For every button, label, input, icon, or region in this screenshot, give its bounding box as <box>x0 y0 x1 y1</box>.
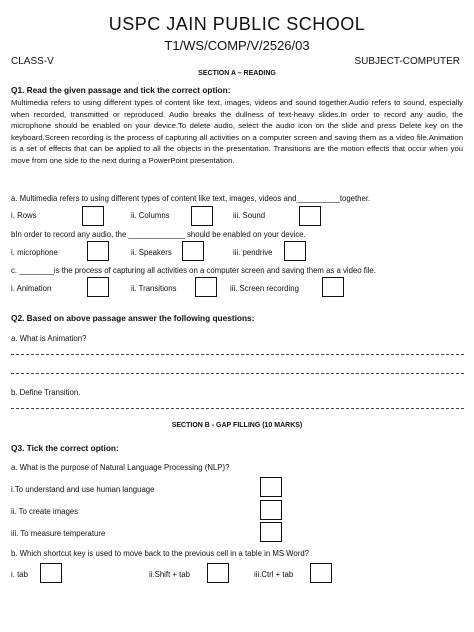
q3b-option-1-checkbox[interactable] <box>40 563 62 583</box>
q3a-option-2: ii. To create images <box>11 507 79 516</box>
q3a-option-2-checkbox[interactable] <box>260 500 282 520</box>
q2a-question: a. What is Animation? <box>11 334 87 343</box>
q1b-option-1: i. microphone <box>11 248 58 257</box>
class-label: CLASS-V <box>11 56 54 67</box>
q3b-option-1: i. tab <box>11 570 28 579</box>
q1b-question: bIn order to record any audio, the _____________ should be enabled on your device. <box>11 230 306 239</box>
q3a-option-3-checkbox[interactable] <box>260 522 282 542</box>
q1a-option-1-checkbox[interactable] <box>82 206 104 226</box>
q3b-option-3-checkbox[interactable] <box>310 563 332 583</box>
q1b-option-2: ii. Speakers <box>131 248 172 257</box>
q1c-question: c. ________is the process of capturing all activities on a computer screen and saving them as a video file. <box>11 266 376 275</box>
q3b-option-3: iii.Ctrl + tab <box>254 570 294 579</box>
q1c-option-1: i. Animation <box>11 284 52 293</box>
q3a-option-1-checkbox[interactable] <box>260 477 282 497</box>
q1b-option-3-checkbox[interactable] <box>284 241 306 261</box>
q3b-option-2: ii.Shift + tab <box>149 570 190 579</box>
q3b-question: b. Which shortcut key is used to move back to the previous cell in a table in MS Word? <box>11 549 310 558</box>
q1b-option-3: iii. pendrive <box>233 248 273 257</box>
q1c-option-2: ii. Transitions <box>131 284 177 293</box>
q3a-option-3: iii. To measure temperature <box>11 529 106 538</box>
q1a-option-1: i. Rows <box>11 211 37 220</box>
q1a-option-3-checkbox[interactable] <box>299 206 321 226</box>
reading-passage: Multimedia refers to using different types of content like text, images, videos and sound together.Audio refers to sound, especially when recorded, transmitted or reproduced. Audio breaks the dullness of text-heavy slides.In order to record any audio, the microphone should be enabled on your device.To delete audio, select the audio icon on the slide and press Delete key on the keyboard.Screen recording is the process of capturing all activities on a computer screen and saving them as a video file.Animation is a set of effects that can be applied to all the objects in the presentation. Transitions are the motion effects that occur when you move from one side to the next during a PowerPoint presentation. <box>11 98 463 165</box>
q1c-option-1-checkbox[interactable] <box>87 277 109 297</box>
worksheet-code: T1/WS/COMP/V/2526/03 <box>164 38 310 53</box>
q2-title: Q2. Based on above passage answer the following questions: <box>11 313 255 323</box>
school-name: USPC JAIN PUBLIC SCHOOL <box>108 14 366 34</box>
q1-title: Q1. Read the given passage and tick the correct option: <box>11 85 231 95</box>
q1b-option-2-checkbox[interactable] <box>182 241 204 261</box>
subject-label: SUBJECT-COMPUTER <box>354 56 460 67</box>
section-b-title: SECTION B - GAP FILLING (10 MARKS) <box>171 422 303 429</box>
q1c-option-3-checkbox[interactable] <box>322 277 344 297</box>
q1a-option-2: ii. Columns <box>131 211 170 220</box>
q3a-question: a. What is the purpose of Natural Language Processing (NLP)? <box>11 463 230 472</box>
answer-line[interactable] <box>11 354 464 355</box>
q1a-option-3: iii. Sound <box>233 211 266 220</box>
answer-line[interactable] <box>11 373 464 374</box>
q1a-question: a. Multimedia refers to using different types of content like text, images, videos and__________together. <box>11 194 371 203</box>
q3-title: Q3. Tick the correct option: <box>11 443 119 453</box>
q3b-option-2-checkbox[interactable] <box>207 563 229 583</box>
answer-line[interactable] <box>11 408 464 409</box>
q1b-option-1-checkbox[interactable] <box>87 241 109 261</box>
q1c-option-2-checkbox[interactable] <box>195 277 217 297</box>
q1c-option-3: iii. Screen recording <box>230 284 299 293</box>
q3a-option-1: i.To understand and use human language <box>11 485 155 494</box>
q2b-question: b. Define Transition. <box>11 388 81 397</box>
q1a-option-2-checkbox[interactable] <box>191 206 213 226</box>
section-a-title: SECTION A – READING <box>198 70 276 77</box>
